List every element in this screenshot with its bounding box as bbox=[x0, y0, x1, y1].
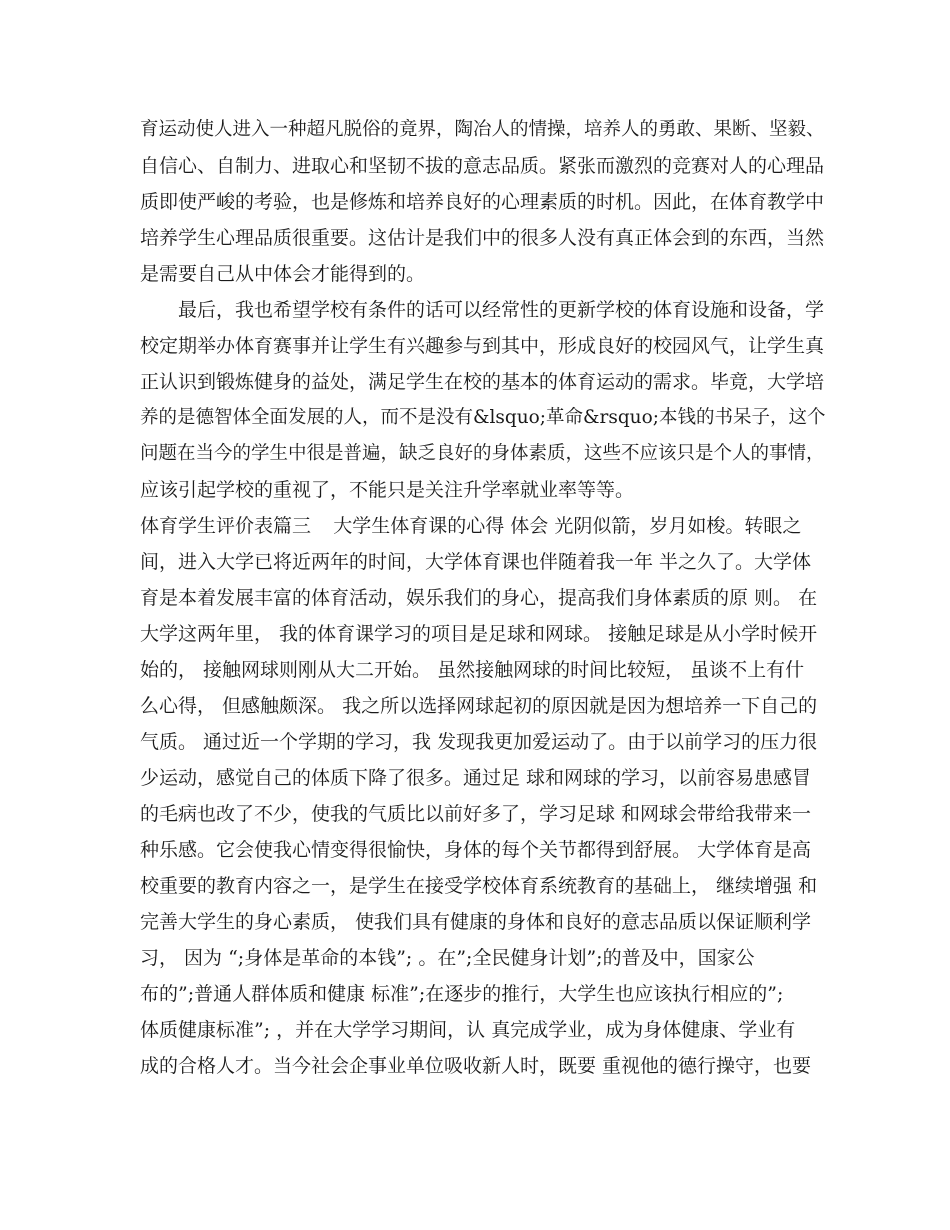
text-line: 最后，我也希望学校有条件的话可以经常性的更新学校的体育设施和设备，学 bbox=[178, 299, 825, 321]
text-line: 校定期举办体育赛事并让学生有兴趣参与到其中，形成良好的校园风气，让学生真 bbox=[140, 335, 825, 357]
text-line: 大学这两年里， 我的体育课学习的项目是足球和网球。 接触足球是从小学时候开 bbox=[140, 623, 818, 645]
text-line: 自信心、自制力、进取心和坚韧不拔的意志品质。紧张而激烈的竞赛对人的心理品 bbox=[140, 155, 825, 177]
text-line: 是需要自己从中体会才能得到的。 bbox=[140, 263, 426, 285]
text-line: 间，进入大学已将近两年的时间，大学体育课也伴随着我一年 半之久了。大学体 bbox=[140, 551, 812, 573]
text-line: 校重要的教育内容之一，是学生在接受学校体育系统教育的基础上， 继续增强 和 bbox=[140, 875, 818, 897]
text-line: 问题在当今的学生中很是普遍，缺乏良好的身体素质，这些不应该只是个人的事情， bbox=[140, 443, 825, 464]
text-line: 培养学生心理品质很重要。这估计是我们中的很多人没有真正体会到的东西，当然 bbox=[140, 227, 825, 249]
text-line: 成的合格人才。当今社会企事业单位吸收新人时，既要 重视他的德行操守，也要 bbox=[140, 1055, 812, 1077]
text-line: 正认识到锻炼健身的益处，满足学生在校的基本的体育运动的需求。毕竟，大学培 bbox=[140, 371, 825, 393]
text-line: 种乐感。它会使我心情变得很愉快，身体的每个关节都得到舒展。 大学体育是高 bbox=[140, 839, 812, 861]
text-line: 么心得， 但感触颇深。 我之所以选择网球起初的原因就是因为想培养一下自己的 bbox=[140, 695, 818, 717]
text-line: 气质。 通过近一个学期的学习，我 发现我更加爱运动了。由于以前学习的压力很 bbox=[140, 731, 818, 753]
text-line: 育运动使人进入一种超凡脱俗的竟界，陶冶人的情操，培养人的勇敢、果断、坚毅、 bbox=[140, 119, 825, 140]
text-line: 应该引起学校的重视了，不能只是关注升学率就业率等等。 bbox=[140, 479, 635, 501]
text-line: 布的”;普通人群体质和健康 标准”;在逐步的推行，大学生也应该执行相应的”; bbox=[140, 983, 784, 1005]
text-line: 少运动，感觉自己的体质下降了很多。通过足 球和网球的学习，以前容易患感冒 bbox=[140, 767, 812, 789]
text-line: 体质健康标准”; ，并在大学学习期间，认 真完成学业，成为身体健康、学业有 bbox=[140, 1019, 796, 1041]
text-line: 习， 因为 “;身体是革命的本钱”; 。在”;全民健身计划”;的普及中，国家公 bbox=[140, 947, 755, 969]
text-line: 质即使严峻的考验，也是修炼和培养良好的心理素质的时机。因此，在体育教学中 bbox=[140, 191, 825, 213]
text-line: 的毛病也改了不少，使我的气质比以前好多了，学习足球 和网球会带给我带来一 bbox=[140, 803, 812, 825]
text-line: 育是本着发展丰富的体育活动，娱乐我们的身心，提高我们身体素质的原 则。 在 bbox=[140, 587, 818, 609]
text-line: 始的， 接触网球则刚从大二开始。 虽然接触网球的时间比较短， 虽谈不上有什 bbox=[140, 659, 805, 681]
text-line: 养的是德智体全面发展的人，而不是没有&lsquo;革命&rsquo;本钱的书呆子，这个 bbox=[140, 407, 826, 428]
text-line: 完善大学生的身心素质， 使我们具有健康的身体和良好的意志品质以保证顺利学 bbox=[140, 911, 812, 933]
section-heading-line: 体育学生评价表篇三 大学生体育课的心得 体会 光阴似箭，岁月如梭。转眼之 bbox=[140, 515, 802, 537]
